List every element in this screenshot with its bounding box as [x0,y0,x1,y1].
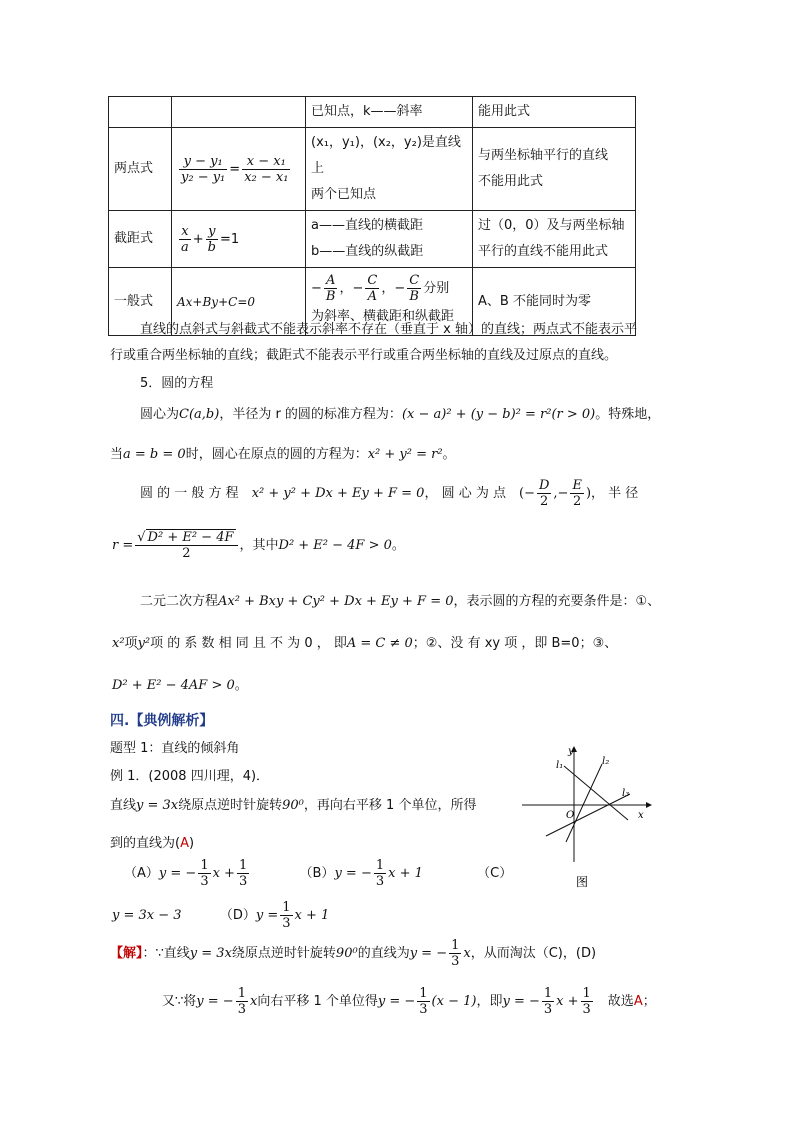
denominator: 2 [540,494,549,509]
fraction [365,273,379,304]
text: 向右平移 1 个单位得 [257,994,378,1009]
cell-line: 两个已知点 [311,187,377,202]
cell-line [311,273,467,304]
cell-line: 为斜率、横截距和纵截距 [311,309,455,324]
denominator: x₂ − x₁ [244,169,289,185]
denominator: 3 [200,874,209,889]
cell-line: b——直线的纵截距 [311,244,424,259]
numerator: 1 [237,986,246,1001]
numerator: 1 [419,986,428,1001]
denominator: b [207,239,216,255]
table-cell: 已知点，k——斜率 [306,97,473,128]
separator: ，− [381,281,406,296]
table-cell [172,97,306,128]
numerator: 1 [451,938,460,953]
text: ：∵直线 [142,946,190,961]
form-name: 一般式 [109,268,172,336]
text: 又∵将 [162,994,197,1009]
text: 。 [234,678,248,693]
question-line [110,794,476,813]
answer-mark: A [180,836,189,851]
fraction [570,478,584,509]
math: y = − [158,866,197,881]
paragraph-line [112,530,405,561]
table-cell [109,97,172,128]
numerator: 1 [375,858,385,873]
topic-line: 题型 1：直线的倾斜角 [110,741,240,756]
line-figure [518,742,668,892]
math: ,− [553,486,569,501]
numerator: 1 [200,858,209,873]
math: y = − [377,994,416,1009]
plus: + [192,231,204,247]
text: 。特殊地， [595,407,661,422]
formula: Ax+By+C=0 [172,268,306,336]
math: 90⁰ [282,798,304,813]
numerator: y [206,224,218,240]
text: ，表示圆的方程的充要条件是：①、 [453,594,661,609]
math: y = − [409,946,448,961]
x-axis-arrow [646,802,652,808]
paragraph-line [112,632,617,651]
section-5-title: 5．圆的方程 [140,376,214,391]
math: D² + E² − 4F > 0 [278,538,392,553]
fraction [581,986,593,1017]
paragraph-line: 直线的点斜式与斜截式不能表示斜率不存在（垂直于 x 轴）的直线；两点式不能表示平 [140,322,637,337]
math: x + 1 [388,866,423,881]
denominator: a [181,239,189,255]
numerator: A [324,273,338,289]
numerator: 1 [543,986,553,1001]
fraction [280,900,292,931]
fraction [135,530,237,561]
options-line [112,900,329,931]
denominator: 2 [573,494,582,509]
cell-line: a——直线的横截距 [311,218,423,233]
text: 当 [110,447,124,462]
text: ，其中 [239,538,279,553]
table-cell: 能用此式 [473,97,636,128]
option-c-label: （C） [477,866,513,881]
math: y = − [502,994,540,1009]
text: 。 [442,447,456,462]
table-row [109,128,636,211]
paragraph-line [140,478,638,509]
math: x² + y² = r² [367,447,443,462]
math: y = 3x − 3 [112,908,182,923]
math: x + [556,994,579,1009]
text: ，半径为 r 的圆的标准方程为： [219,407,402,422]
text: ， 半 径 [591,486,639,501]
minus: − [311,281,322,296]
numerator: x − x₁ [242,154,290,170]
l1-label: l₁ [556,760,564,771]
l2-label: l₂ [602,756,610,767]
text: ；②、没 有 xy 项 ，即 B=0；③、 [412,636,618,651]
numerator: E [572,478,582,493]
denominator: B [325,289,336,304]
math: x + [212,866,235,881]
text: 二元二次方程 [140,594,219,609]
text: 直线 [110,798,137,813]
denominator: 3 [543,1002,553,1017]
fraction [242,154,290,185]
radicand: D² + E² − 4F [147,530,234,545]
fraction [179,154,227,185]
equals: = [229,161,241,177]
fraction [198,858,210,889]
text: 圆 的 一 般 方 程 [140,486,239,501]
math: D² + E² − 4AF > 0 [112,678,235,693]
fraction [407,273,421,304]
math: a = b = 0 [123,447,186,462]
section-heading: 四.【典例解析】 [110,713,214,729]
fraction [206,224,218,255]
math: r = [112,538,134,553]
table-cell [473,128,636,211]
numerator: D [538,478,550,493]
math: x² [112,636,125,651]
text: ，再向右平移 1 个单位，所得 [303,798,477,813]
text: 圆心为 [140,407,180,422]
table-cell: A、B 不能同时为零 [473,268,636,336]
option-a-label: （A） [124,866,159,881]
math: 90⁰ [335,946,358,961]
fraction [542,986,554,1017]
denominator: 3 [237,1002,246,1017]
denominator: 3 [582,1002,591,1017]
math: A = C ≠ 0 [346,636,413,651]
math: y = − [334,866,372,881]
table-row [109,211,636,268]
fraction [374,858,386,889]
numerator: 1 [582,986,591,1001]
numerator: y − y₁ [179,154,227,170]
cell-line: (x₁，y₁)，(x₂，y₂)是直线上 [311,135,461,176]
option-d-label: （D） [219,908,256,923]
numerator: C [367,273,378,288]
denominator: 2 [182,546,191,561]
table-cell [306,128,473,211]
text: ，即 [476,994,503,1009]
solution-line [162,986,656,1017]
math: y = [255,908,279,923]
text: ) [188,836,195,851]
numerator: x [179,224,191,240]
line-equation-table [108,96,636,336]
options-line [124,858,512,889]
solution-label: 【解】 [110,946,143,961]
text: 项 的 系 数 相 同 且 不 为 0 ， 即 [150,636,347,651]
math: y = 3x [189,946,232,961]
line-l3 [546,794,630,836]
paragraph-line [140,403,660,422]
x-label: x [638,810,644,821]
l3-label: l₃ [622,788,630,799]
example-label: 例 1．(2008 四川理，4)． [110,769,270,784]
formula [172,128,306,211]
numerator: 1 [282,900,291,915]
equals-one: =1 [220,231,240,247]
tail-text: 分别 [423,281,450,296]
y-label: y [568,746,574,757]
table-cell [473,211,636,268]
math: (− [519,486,535,501]
math: x [463,946,471,961]
figure-caption: 图 [576,875,589,889]
fraction [324,273,338,304]
paragraph-line [112,674,248,693]
answer-mark: A [633,994,643,1009]
denominator: 3 [282,916,291,931]
numerator: C [409,273,420,288]
separator: ，− [339,281,364,296]
text: 绕原点逆时针旋转 [178,798,283,813]
fraction [237,858,249,889]
denominator: A [367,289,378,304]
text: 的直线为 [357,946,410,961]
math: x² + y² + Dx + Ey + F = 0 [251,486,425,501]
math: y² [137,636,151,651]
text: 故选 [594,994,634,1009]
denominator: y₂ − y₁ [181,169,226,185]
text: ，从而淘汰（C)，(D) [470,946,597,961]
denominator: 3 [451,954,460,969]
denominator: B [409,289,419,304]
numerator: √ D² + E² − 4F [135,530,237,546]
table-row [109,97,636,128]
cell-line: 平行的直线不能用此式 [478,244,609,259]
form-name: 截距式 [109,211,172,268]
math: (x − 1) [431,994,477,1009]
denominator: 3 [375,874,385,889]
fraction [449,938,461,969]
form-name: 两点式 [109,128,172,211]
table-cell [306,211,473,268]
fraction [236,986,248,1017]
cell-line: 过（0，0）及与两坐标轴 [478,218,625,233]
text: 。 [391,538,405,553]
math: y = − [196,994,234,1009]
math: ) [585,486,592,501]
denominator: 3 [238,874,248,889]
text: 项 [124,636,138,651]
fraction [417,986,429,1017]
paragraph-line [140,590,660,609]
option-b-label: （B） [299,866,335,881]
question-line [110,832,194,851]
math: y = 3x [136,798,179,813]
text: ； [642,994,656,1009]
fraction [179,224,191,255]
fraction [537,478,551,509]
paragraph-line: 行或重合两坐标轴的直线；截距式不能表示平行或重合两坐标轴的直线及过原点的直线。 [110,348,618,363]
cell-line: 不能用此式 [478,174,544,189]
math: x + 1 [294,908,330,923]
math: Ax² + Bxy + Cy² + Dx + Ey + F = 0 [218,594,454,609]
formula [172,211,306,268]
cell-line: 与两坐标轴平行的直线 [478,148,609,163]
numerator: 1 [238,858,248,873]
denominator: 3 [419,1002,428,1017]
math: C(a,b) [179,407,220,422]
text: 时，圆心在原点的圆的方程为： [185,447,368,462]
paragraph-line [110,443,456,462]
math: x [249,994,258,1009]
text: ， 圆 心 为 点 [424,486,506,501]
text: 到的直线为( [110,836,181,851]
line-l2 [566,764,602,842]
text: 绕原点逆时针旋转 [231,946,336,961]
solution-line [110,938,596,969]
math: (x − a)² + (y − b)² = r²(r > 0) [401,407,596,422]
origin-label: O [566,810,575,821]
